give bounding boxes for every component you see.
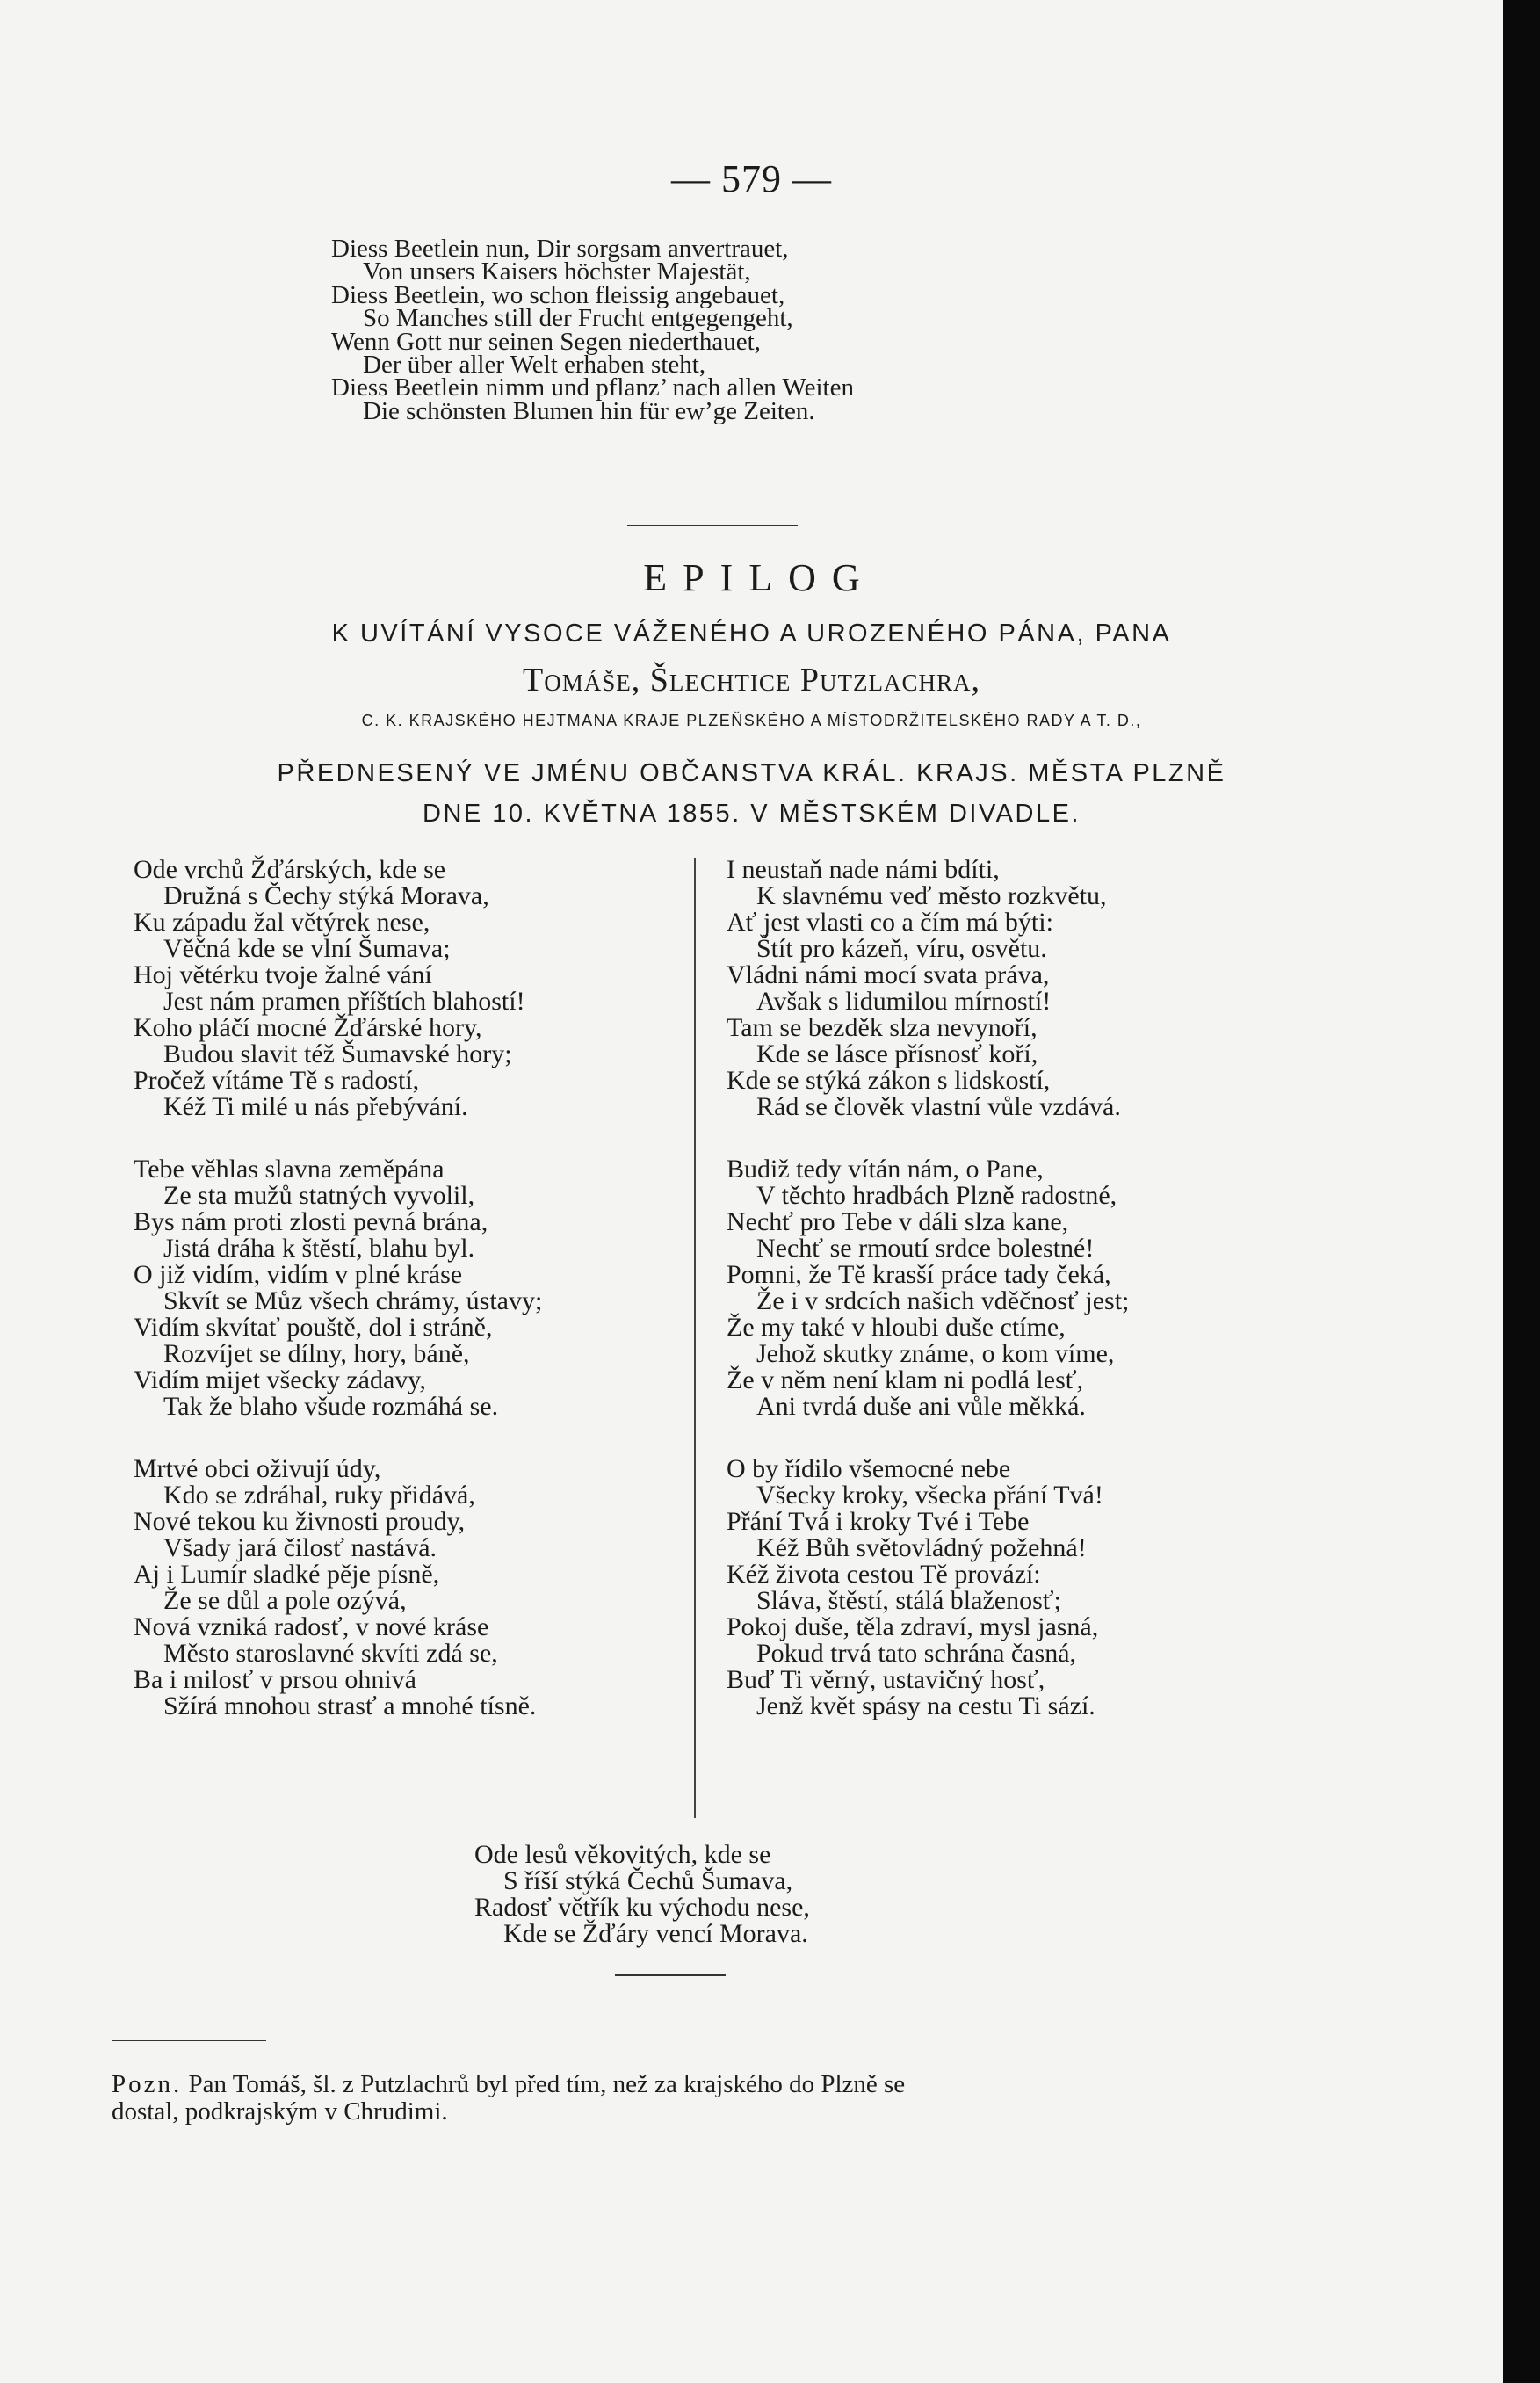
verse-line: Von unsers Kaisers höchster Majestät, (363, 257, 751, 286)
verse-line: Ať jest vlasti co a čím má býti: (727, 908, 1053, 937)
verse-line: Kde se Žďáry vencí Morava. (503, 1919, 808, 1948)
verse-line: Aj i Lumír sladké pěje písně, (134, 1560, 440, 1589)
verse-line: Věčná kde se vlní Šumava; (163, 934, 451, 963)
verse-line: Tak že blaho všude rozmáhá se. (163, 1392, 499, 1421)
verse-line: Diess Beetlein nun, Dir sorgsam anvertrauet, (331, 235, 789, 263)
stanza (727, 1156, 1129, 1420)
verse-line: Ode vrchů Žďárských, kde se (134, 855, 446, 884)
verse-line: Nechť pro Tebe v dáli slza kane, (727, 1207, 1069, 1236)
verse-line: Der über aller Welt erhaben steht, (363, 351, 706, 380)
verse-line: Jenž květ spásy na cestu Ti sází. (756, 1691, 1095, 1720)
epilog-subtitle-line-5: DNE 10. KVĚTNA 1855. V MĚSTSKÉM DIVADLE. (423, 800, 1081, 828)
verse-line: Kéž Ti milé u nás přebývání. (163, 1092, 468, 1121)
poem-final-stanza (474, 1842, 810, 1947)
verse-line: Tam se bezděk slza nevynoří, (727, 1013, 1038, 1042)
verse-line: Skvít se Můz všech chrámy, ústavy; (163, 1286, 543, 1315)
verse-line: Budiž tedy vítán nám, o Pane, (727, 1155, 1044, 1184)
epilog-heading: EPILOG (643, 556, 876, 599)
verse-line: I neustaň nade námi bdíti, (727, 855, 1000, 884)
verse-line: Koho pláčí mocné Žďárské hory, (134, 1013, 482, 1042)
verse-line: Mrtvé obci oživují údy, (134, 1454, 381, 1483)
verse-line: Nové tekou ku živnosti proudy, (134, 1507, 466, 1536)
verse-line: Město staroslavné skvíti zdá se, (163, 1639, 498, 1668)
verse-line: Nová vzniká radosť, v nové kráse (134, 1612, 489, 1641)
verse-line: Radosť větřík ku východu nese, (474, 1893, 810, 1922)
verse-line: Ode lesů věkovitých, kde se (474, 1840, 771, 1869)
verse-line: Kdo se zdráhal, ruky přidává, (163, 1481, 475, 1510)
footnote-text-line-2: dostal, podkrajským v Chrudimi. (112, 2097, 448, 2126)
verse-line: O by řídilo všemocné nebe (727, 1454, 1011, 1483)
verse-line: Sžírá mnohou strasť a mnohé tísně. (163, 1691, 537, 1720)
verse-line: Buď Ti věrný, ustavičný hosť, (727, 1665, 1045, 1694)
page-number: — 579 — (671, 157, 832, 200)
verse-line: Kde se stýká zákon s lidskostí, (727, 1066, 1051, 1095)
verse-line: Vidím skvítať pouště, dol i stráně, (134, 1313, 493, 1342)
verse-line: Všady jará čilosť nastává. (163, 1533, 437, 1562)
verse-line: Štít pro kázeň, víru, osvětu. (756, 934, 1047, 963)
verse-line: Že i v srdcích našich vděčnosť jest; (756, 1286, 1130, 1315)
verse-line: Přání Tvá i kroky Tvé i Tebe (727, 1507, 1030, 1536)
german-poem (331, 237, 854, 423)
verse-line: Kéž Bůh světovládný požehná! (756, 1533, 1087, 1562)
verse-line: Sláva, štěstí, stálá blaženosť; (756, 1586, 1061, 1615)
footnote-rule (112, 2040, 266, 2041)
verse-line: Že v něm není klam ni podlá lesť, (727, 1365, 1084, 1394)
verse-line: Že my také v hloubi duše ctíme, (727, 1313, 1066, 1342)
epilog-subtitle-line-3: C. K. KRAJSKÉHO HEJTMANA KRAJE PLZEŇSKÉHO A MÍSTODRŽITELSKÉHO RADY A T. D., (361, 712, 1142, 729)
verse-line: Die schönsten Blumen hin für ew’ge Zeiten. (363, 396, 815, 425)
stanza (727, 857, 1129, 1120)
verse-line: Rozvíjet se dílny, hory, báně, (163, 1339, 470, 1368)
verse-line: Pokoj duše, těla zdraví, mysl jasná, (727, 1612, 1099, 1641)
epilog-subtitle-line-4: PŘEDNESENÝ VE JMÉNU OBČANSTVA KRÁL. KRAJS. MĚSTA PLZNĚ (277, 759, 1226, 787)
verse-line: V těchto hradbách Plzně radostné, (756, 1181, 1117, 1210)
verse-line: Jehož skutky známe, o kom víme, (756, 1339, 1115, 1368)
verse-line: Diess Beetlein nimm und pflanz’ nach allen Weiten (331, 373, 854, 402)
poem-right-column (727, 857, 1129, 1756)
footnote-text-line-1: Pan Tomáš, šl. z Putzlachrů byl před tím, než za krajského do Plzně se (188, 2070, 906, 2098)
column-divider (694, 858, 696, 1818)
verse-line: Ku západu žal větýrek nese, (134, 908, 430, 937)
footnote-label: Pozn. (112, 2070, 183, 2098)
verse-line: Hoj větérku tvoje žalné vání (134, 960, 432, 989)
verse-line: Že se důl a pole ozývá, (163, 1586, 407, 1615)
section-divider (627, 525, 798, 526)
epilog-subtitle-line-1: K UVÍTÁNÍ VYSOCE VÁŽENÉHO A UROZENÉHO PÁNA, PANA (331, 619, 1172, 648)
verse-line: Nechť se rmoutí srdce bolestné! (756, 1234, 1095, 1263)
verse-line: Ze sta mužů statných vyvolil, (163, 1181, 475, 1210)
poem-left-column (134, 857, 542, 1756)
footnote (112, 2071, 905, 2126)
verse-line: Jest nám pramen příštích blahostí! (163, 987, 525, 1016)
verse-line: Jistá dráha k štěstí, blahu byl. (163, 1234, 475, 1263)
verse-line: Ani tvrdá duše ani vůle měkká. (756, 1392, 1086, 1421)
epilog-subtitle-name: Tomáše, Šlechtice Putzlachra, (523, 662, 980, 699)
verse-line: Wenn Gott nur seinen Segen niederthauet, (331, 327, 761, 356)
verse-line: S říší stýká Čechů Šumava, (503, 1866, 793, 1895)
stanza (134, 857, 542, 1120)
verse-line: Tebe věhlas slavna zeměpána (134, 1155, 445, 1184)
stanza (727, 1456, 1129, 1720)
verse-line: Diess Beetlein, wo schon fleissig angebauet, (331, 280, 785, 309)
verse-line: Pročež vítáme Tě s radostí, (134, 1066, 420, 1095)
verse-line: Kéž života cestou Tě provází: (727, 1560, 1041, 1589)
stanza (134, 1456, 542, 1720)
verse-line: So Manches still der Frucht entgegengeht, (363, 304, 793, 333)
verse-line: Budou slavit též Šumavské hory; (163, 1039, 512, 1068)
verse-line: Vidím mijet všecky zádavy, (134, 1365, 426, 1394)
verse-line: Rád se člověk vlastní vůle vzdává. (756, 1092, 1121, 1121)
verse-line: Bys nám proti zlosti pevná brána, (134, 1207, 488, 1236)
verse-line: Pokud trvá tato schrána časná, (756, 1639, 1077, 1668)
end-divider (615, 1974, 726, 1976)
verse-line: Vládni námi mocí svata práva, (727, 960, 1050, 989)
verse-line: O již vidím, vidím v plné kráse (134, 1260, 463, 1289)
verse-line: K slavnému veď město rozkvětu, (756, 881, 1107, 910)
verse-line: Všecky kroky, všecka přání Tvá! (756, 1481, 1103, 1510)
stanza (134, 1156, 542, 1420)
verse-line: Ba i milosť v prsou ohnivá (134, 1665, 416, 1694)
verse-line: Kde se lásce přísnosť koří, (756, 1039, 1038, 1068)
verse-line: Pomni, že Tě krasší práce tady čeká, (727, 1260, 1111, 1289)
verse-line: Avšak s lidumilou mírností! (756, 987, 1052, 1016)
verse-line: Družná s Čechy stýká Morava, (163, 881, 489, 910)
